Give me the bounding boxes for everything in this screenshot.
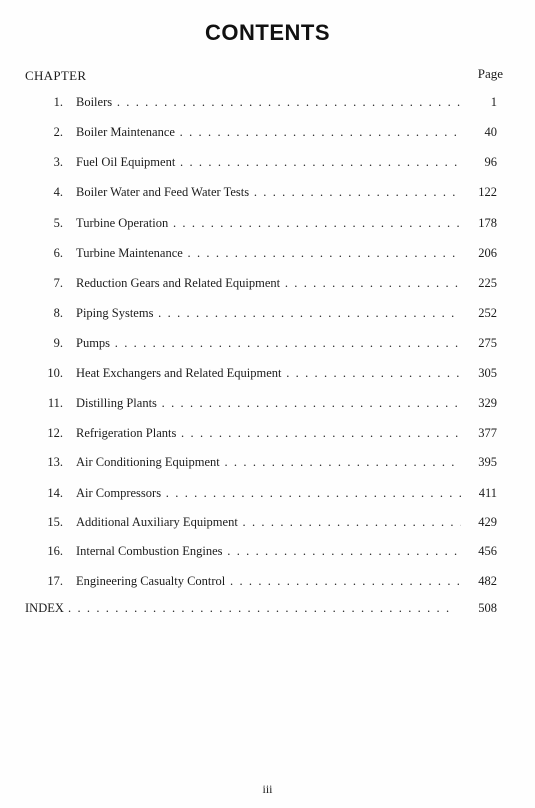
chapter-page: 40 [484,125,497,139]
chapter-column-header: CHAPTER [25,68,87,83]
chapter-page: 411 [478,486,497,500]
chapter-number: 5. [53,216,63,230]
toc-row [0,183,535,201]
chapter-page: 96 [484,155,497,169]
toc-row [0,334,535,352]
chapter-number: 8. [53,306,63,320]
chapter-page: 329 [478,396,497,410]
chapter-number: 15. [47,515,63,529]
chapter-title: Turbine Maintenance . . . [76,244,461,262]
toc-row [0,93,535,111]
chapter-page: 305 [478,366,497,380]
chapter-title: Boilers . . . [76,93,461,111]
toc-row [0,424,535,442]
chapter-number: 4. [53,185,63,199]
toc-row [0,153,535,171]
chapter-title: Engineering Casualty Control . . . [76,572,461,590]
index-leader [68,599,453,617]
chapter-title: Heat Exchangers and Related Equipment . . . [76,364,461,382]
chapter-number: 13. [47,455,63,469]
chapter-title: Piping Systems . . . [76,304,461,322]
toc-row [0,244,535,262]
chapter-title: Additional Auxiliary Equipment . . . [76,513,461,531]
chapter-number: 1. [53,95,63,109]
toc-row [0,453,535,471]
chapter-title: Air Compressors . . . [76,484,461,502]
chapter-title: Refrigeration Plants . . . [76,424,461,442]
page-number-footer: iii [262,782,273,796]
chapter-title: Boiler Water and Feed Water Tests . . . [76,183,461,201]
page-title: CONTENTS [205,20,330,45]
chapter-number: 10. [47,366,63,380]
chapter-title: Turbine Operation . . . [76,214,461,232]
page-column-header: Page [477,66,503,81]
toc-row [0,572,535,590]
chapter-number: 6. [53,246,63,260]
chapter-page: 1 [490,95,497,109]
toc-row [0,394,535,412]
chapter-page: 482 [478,574,497,588]
chapter-title: Air Conditioning Equipment . . . [76,453,461,471]
chapter-page: 429 [478,515,497,529]
toc-row [0,484,535,502]
chapter-number: 12. [47,426,63,440]
chapter-number: 17. [47,574,63,588]
index-label: INDEX [25,601,64,615]
chapter-page: 377 [478,426,497,440]
toc-row [0,123,535,141]
toc-row [0,274,535,292]
index-row [0,599,535,617]
index-page: 508 [478,601,497,615]
chapter-page: 395 [478,455,497,469]
chapter-number: 3. [53,155,63,169]
chapter-title: Pumps . . . [76,334,461,352]
toc-row [0,513,535,531]
chapter-page: 252 [478,306,497,320]
toc-row [0,542,535,560]
chapter-title: Internal Combustion Engines . . . [76,542,461,560]
chapter-title: Distilling Plants . . . [76,394,461,412]
chapter-page: 206 [478,246,497,260]
toc-row [0,304,535,322]
chapter-number: 2. [53,125,63,139]
chapter-number: 9. [53,336,63,350]
chapter-number: 11. [47,396,63,410]
chapter-title: Boiler Maintenance . . . [76,123,461,141]
chapter-number: 16. [47,544,63,558]
chapter-page: 122 [478,185,497,199]
chapter-number: 7. [53,276,63,290]
chapter-number: 14. [47,486,63,500]
chapter-title: Fuel Oil Equipment . . . [76,153,461,171]
chapter-title: Reduction Gears and Related Equipment . . . [76,274,461,292]
toc-row [0,364,535,382]
chapter-page: 275 [478,336,497,350]
toc-row [0,214,535,232]
chapter-page: 178 [478,216,497,230]
chapter-page: 225 [478,276,497,290]
chapter-page: 456 [478,544,497,558]
